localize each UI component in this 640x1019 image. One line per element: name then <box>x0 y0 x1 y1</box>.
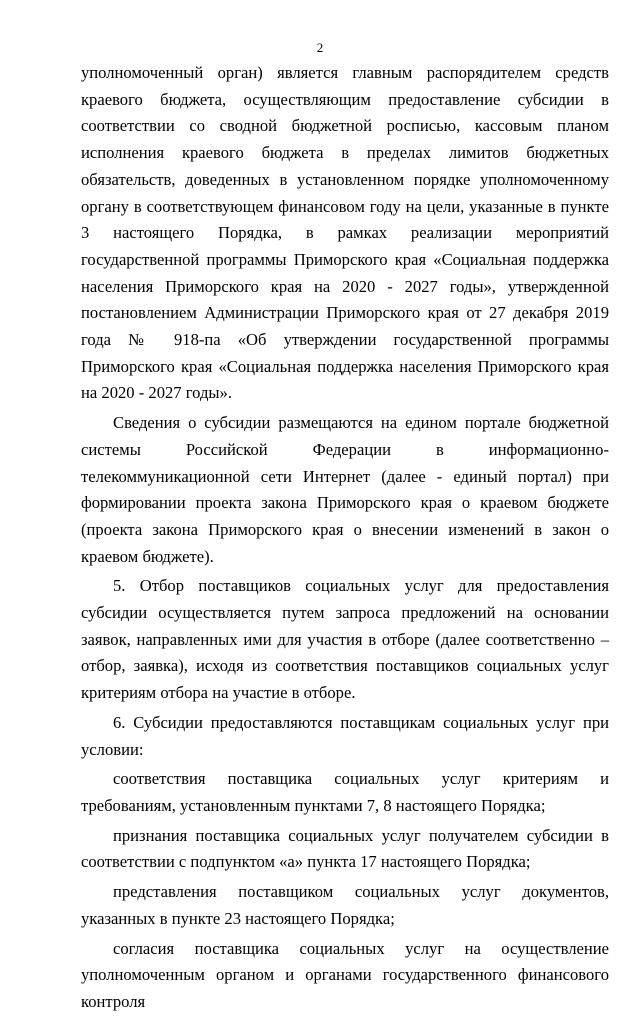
paragraph-subsidy-info: Сведения о субсидии размещаются на едином портале бюджетной системы Российской Федерации в информационно-телекоммуникационной сети Интернет (далее - единый портал) при формировании проекта закона Приморского края о краевом бюджете (проекта закона Приморского края о внесении изменений в закон о краевом бюджете). <box>81 413 609 566</box>
paragraph-continuation: уполномоченный орган) является главным распорядителем средств краевого бюджета, осуществляющим предоставление субсидии в соответствии со сводной бюджетной росписью, кассовым планом исполнения краевого бюджета в пределах лимитов бюджетных обязательств, доведенных в установленном порядке уполномоченному органу в соответствующем финансовом году на цели, указанные в пункте 3 настоящего Порядка, в рамках реализации мероприятий государственной программы Приморского края «Социальная поддержка населения Приморского края на 2020 - 2027 годы», утвержденной постановлением Администрации Приморского края от 27 декабря 2019 года № 918-па «Об утверждении государственной программы Приморского края «Социальная поддержка населения Приморского края на 2020 - 2027 годы». <box>81 63 609 403</box>
page-number: 2 <box>316 40 324 55</box>
paragraph-condition-documents: представления поставщиком социальных услуг документов, указанных в пункте 23 настоящего Порядка; <box>81 882 609 928</box>
paragraph-condition-compliance: соответствия поставщика социальных услуг критериям и требованиям, установленным пунктами 7, 8 настоящего Порядка; <box>81 769 609 815</box>
paragraph-condition-recognition: признания поставщика социальных услуг получателем субсидии в соответствии с подпунктом «а» пункта 17 настоящего Порядка; <box>81 825 609 872</box>
document-body <box>81 60 609 1019</box>
paragraph-item-6: 6. Субсидии предоставляются поставщикам социальных услуг при условии: <box>81 712 609 759</box>
paragraph-condition-consent: согласия поставщика социальных услуг на осуществление уполномоченным органом и органами государственного финансового контроля <box>81 938 609 1011</box>
paragraph-item-5: 5. Отбор поставщиков социальных услуг для предоставления субсидии осуществляется путем запроса предложений на основании заявок, направленных ими для участия в отборе (далее соответственно – отбор, заявка), исходя из соответствия поставщиков социальных услуг критериям отбора на участие в отборе. <box>81 576 609 703</box>
